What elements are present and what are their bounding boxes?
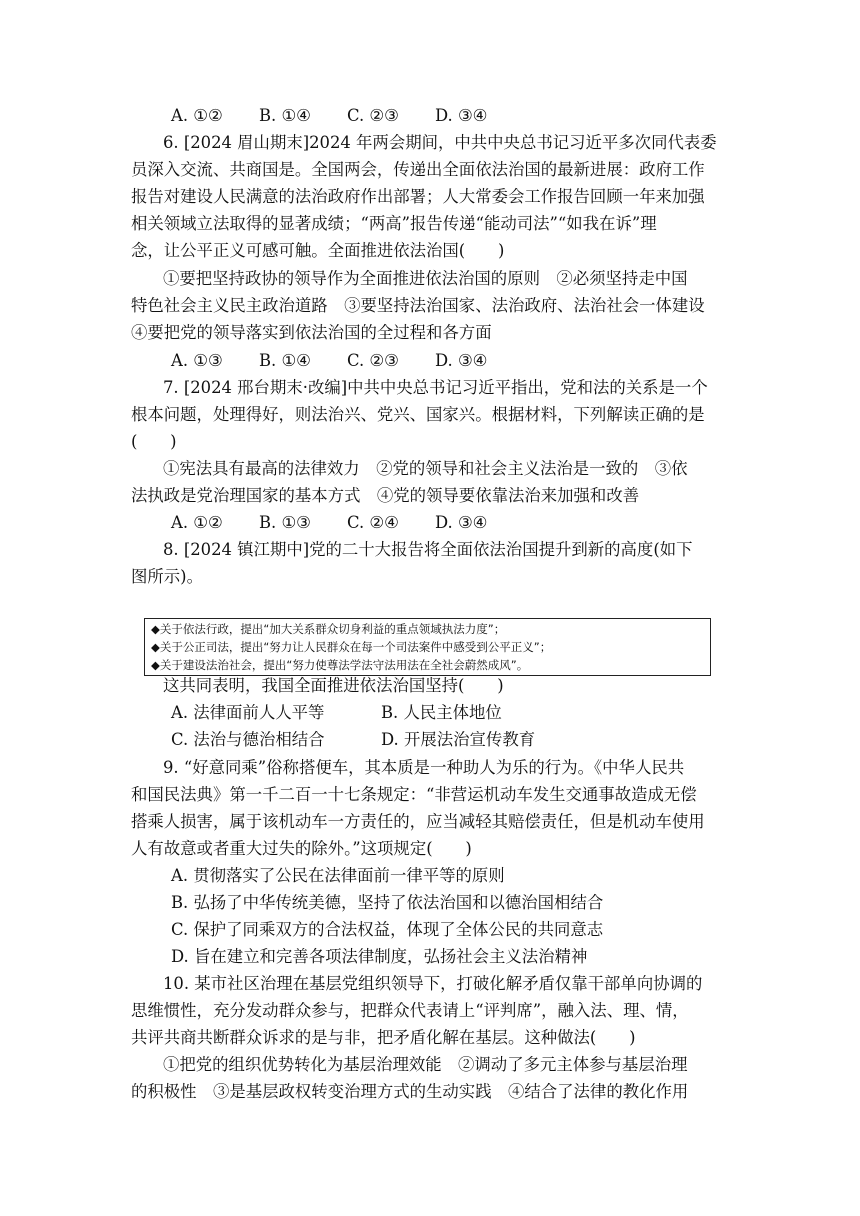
q5-option-d: D. ③④ [435,106,488,125]
q6-statement-line: 特色社会主义民主政治道路 ③要坚持法治国家、法治政府、法治社会一体建设 [131,296,705,315]
q9-option-a: A. 贯彻落实了公民在法律面前一律平等的原则 [171,866,505,885]
q7-statement-line: ①宪法具有最高的法律效力 ②党的领导和社会主义法治是一致的 ③依 [163,459,688,478]
q9-stem-line: 9. “好意同乘”俗称搭便车，其本质是一种助人为乐的行为。《中华人民共 [163,758,685,777]
q6-stem-line: 员深入交流、共商国是。全国两会，传递出全面依法治国的最新进展：政府工作 [131,160,705,179]
q5-option-a: A. ①② [171,106,223,125]
q6-statement-line: ④要把党的领导落实到依法治国的全过程和各方面 [131,323,492,342]
q7-stem-line: 根本问题，处理得好，则法治兴、党兴、国家兴。根据材料，下列解读正确的是 [131,405,705,424]
q8-stem-line: 8. [2024 镇江期中]党的二十大报告将全面依法治国提升到新的高度(如下 [163,540,693,559]
q7-option-d: D. ③④ [435,513,488,532]
q6-stem-line: 6. [2024 眉山期末]2024 年两会期间，中共中央总书记习近平多次同代表委 [163,133,717,152]
q7-option-b: B. ①③ [259,513,311,532]
q5-options [171,103,487,129]
q6-options [171,348,487,374]
q6-option-b: B. ①④ [259,351,311,370]
q6-option-a: A. ①③ [171,351,223,370]
q6-statement-line: ①要把坚持政协的领导作为全面推进依法治国的原则 ②必须坚持走中国 [163,269,688,288]
q8-box-item: ◆关于依法行政，提出“加大关系群众切身利益的重点领域执法力度”； [151,622,506,636]
q9-stem-line: 搭乘人损害，属于该机动车一方责任的，应当减轻其赔偿责任，但是机动车使用 [131,812,705,831]
q8-box-item: ◆关于公正司法，提出“努力让人民群众在每一个司法案件中感受到公平正义”； [151,640,552,654]
q8-option-c: C. 法治与德治相结合 [171,730,325,749]
q10-stem-line: 共评共商共断群众诉求的是与非，把矛盾化解在基层。这种做法( ) [131,1028,636,1047]
q8-material-box [144,618,711,676]
q6-stem-line: 念，让公平正义可感可触。全面推进依法治国( ) [131,241,505,260]
q9-stem-line: 人有故意或者重大过失的除外。”这项规定( ) [131,839,472,858]
q8-stem-line: 图所示)。 [131,567,203,586]
q8-option-b: B. 人民主体地位 [381,703,502,722]
q7-stem-line: 7. [2024 邢台期末·改编]中共中央总书记习近平指出，党和法的关系是一个 [163,378,708,397]
q7-stem-line: ( ) [131,432,177,451]
q6-option-d: D. ③④ [435,351,488,370]
q9-option-b: B. 弘扬了中华传统美德，坚持了依法治国和以德治国相结合 [171,893,604,912]
q8-option-a: A. 法律面前人人平等 [171,703,325,722]
q10-stem-line: 思维惯性，充分发动群众参与，把群众代表请上“评判席”，融入法、理、情， [131,1001,689,1020]
q7-options [171,510,487,536]
q8-box-item: ◆关于建设法治社会，提出“努力使尊法学法守法用法在全社会蔚然成风”。 [151,658,529,672]
q6-stem-line: 报告对建设人民满意的法治政府作出部署；人大常委会工作报告回顾一年来加强 [131,187,705,206]
q9-option-d: D. 旨在建立和完善各项法律制度，弘扬社会主义法治精神 [171,947,588,966]
q8-option-d: D. 开展法治宣传教育 [381,730,536,749]
q7-option-a: A. ①② [171,513,223,532]
q5-option-c: C. ②③ [347,106,399,125]
q8-question-stem: 这共同表明，我国全面推进依法治国坚持( ) [163,676,504,695]
q5-option-b: B. ①④ [259,106,311,125]
q10-stem-line: 10. 某市社区治理在基层党组织领导下，打破化解矛盾仅靠干部单向协调的 [163,974,703,993]
q9-option-c: C. 保护了同乘双方的合法权益，体现了全体公民的共同意志 [171,920,604,939]
q7-option-c: C. ②④ [347,513,399,532]
q10-statement-line: ①把党的组织优势转化为基层治理效能 ②调动了多元主体参与基层治理 [163,1055,688,1074]
q6-option-c: C. ②③ [347,351,399,370]
q8-options-row2 [171,727,535,753]
q9-stem-line: 和国民法典》第一千二百一十七条规定：“非营运机动车发生交通事故造成无偿 [131,785,697,804]
q8-options-row1 [171,700,502,726]
q7-statement-line: 法执政是党治理国家的基本方式 ④党的领导要依靠法治来加强和改善 [131,486,640,505]
q6-stem-line: 相关领域立法取得的显著成绩；“两高”报告传递“能动司法”“如我在诉”理 [131,214,657,233]
q10-statement-line: 的积极性 ③是基层政权转变治理方式的生动实践 ④结合了法律的教化作用 [131,1082,689,1101]
